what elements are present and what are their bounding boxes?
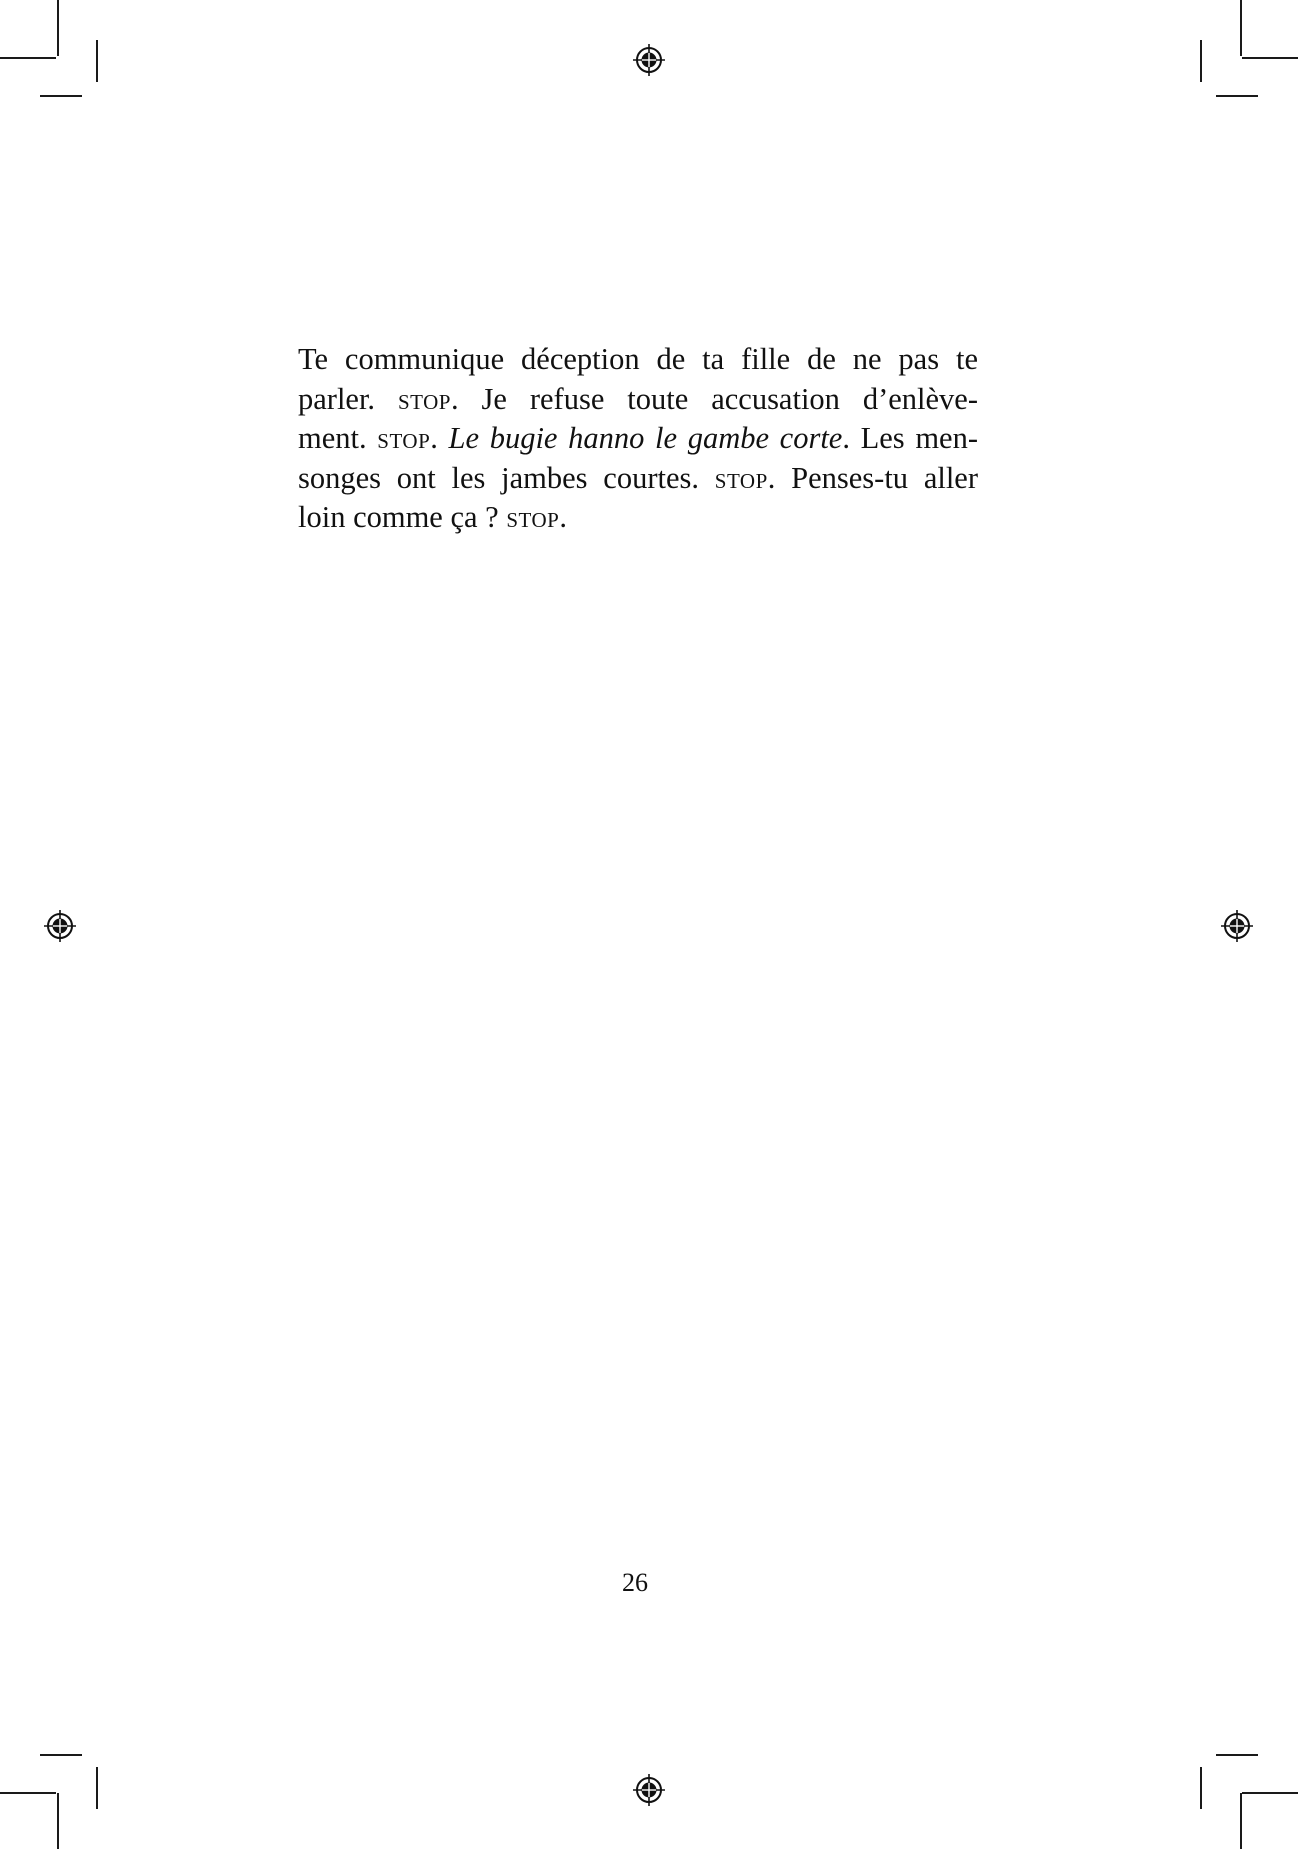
body-line-3 [298,419,978,459]
registration-mark-icon [633,1774,665,1806]
body-line-4 [298,459,978,499]
text-run: parler. [298,381,398,416]
stop-word: stop [714,460,768,495]
text-run: . [430,421,449,455]
crop-mark-top-right-horizontal [1242,57,1298,59]
text-run: loin comme ça ? [298,500,507,534]
crop-mark-top-left-vertical [57,0,59,56]
stop-word: stop [506,500,560,534]
crop-mark-bottom-left-horizontal [0,1792,56,1794]
body-line-2 [298,380,978,420]
text-run: songes ont les jambes courtes. [298,460,715,495]
stop-word: stop [397,381,451,416]
crop-mark-bottom-right-vertical-outer [1200,1767,1202,1809]
italian-proverb: Le bugie hanno le gambe corte [448,421,843,455]
crop-mark-bottom-right-vertical [1240,1793,1242,1849]
text-run: ment. [298,421,378,455]
text-run: Te communique déception de ta fille de ne pas te [298,342,978,376]
crop-mark-bottom-right-horizontal-outer [1216,1754,1258,1756]
body-paragraph [298,340,978,538]
registration-mark-icon [633,44,665,76]
text-run: . Penses-tu aller [767,460,978,495]
registration-mark-icon [1221,910,1253,942]
crop-mark-bottom-left-horizontal-outer [40,1754,82,1756]
crop-mark-top-left-vertical-outer [96,40,98,82]
crop-mark-bottom-left-vertical [57,1793,59,1849]
stop-word: stop [377,421,431,455]
page-number: 26 [622,1568,648,1597]
crop-mark-top-right-vertical-outer [1200,40,1202,82]
text-run: . Les men- [842,421,978,455]
crop-mark-top-right-vertical [1240,0,1242,56]
text-run: . [559,500,567,534]
crop-mark-top-left-horizontal [0,57,56,59]
crop-mark-top-right-horizontal-outer [1216,95,1258,97]
body-line-1 [298,340,978,380]
crop-mark-top-left-horizontal-outer [40,95,82,97]
crop-mark-bottom-left-vertical-outer [96,1767,98,1809]
text-run: . Je refuse toute accusation d’enlève- [450,381,978,416]
body-line-5 [298,498,978,538]
crop-mark-bottom-right-horizontal [1242,1792,1298,1794]
registration-mark-icon [44,910,76,942]
